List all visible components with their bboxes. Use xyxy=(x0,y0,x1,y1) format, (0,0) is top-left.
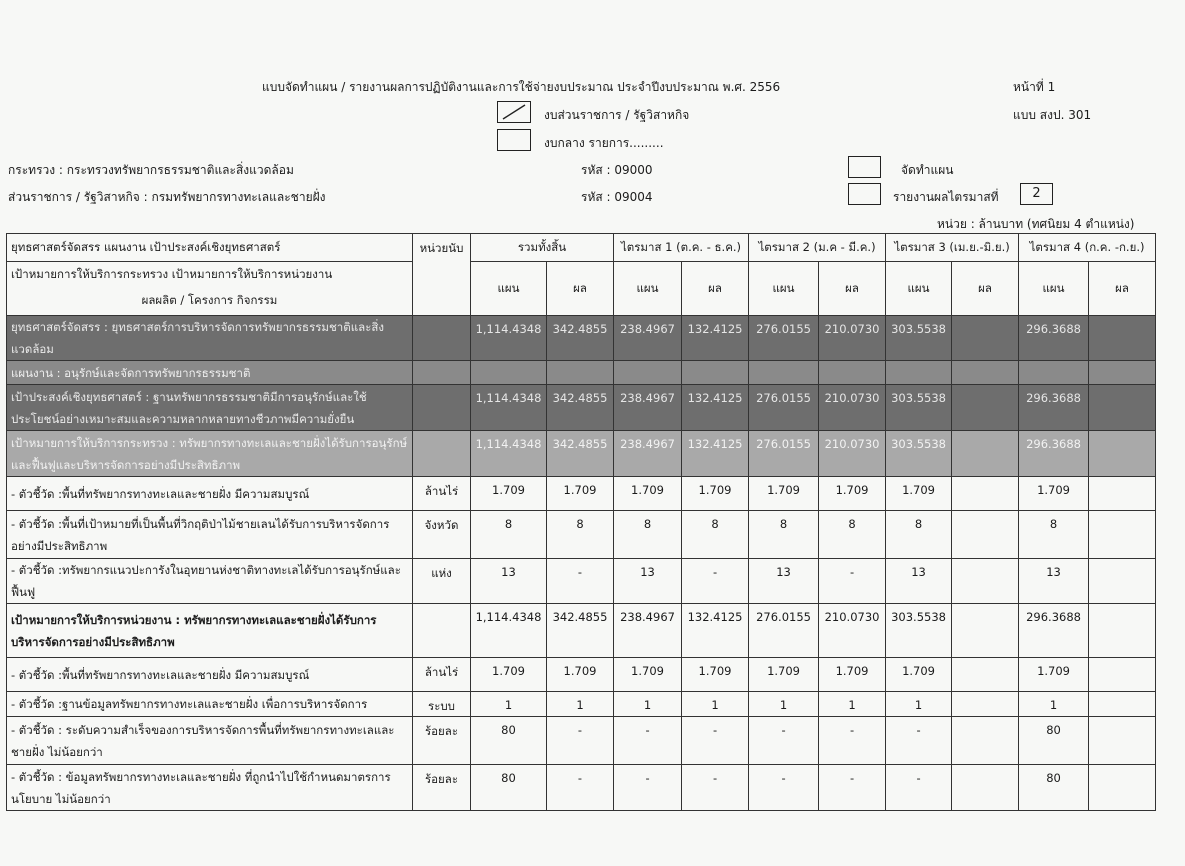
plan-value-cell: 303.5538 xyxy=(886,385,952,431)
row-unit: ระบบ xyxy=(413,692,471,717)
result-value-cell xyxy=(1089,559,1156,604)
plan-value-cell: 238.4967 xyxy=(614,604,682,658)
result-value-cell xyxy=(952,477,1019,511)
plan-value-cell: 238.4967 xyxy=(614,431,682,477)
plan-value-cell: 1.709 xyxy=(471,658,547,692)
header-desc-3: ผลผลิต / โครงการ กิจกรรม xyxy=(7,288,413,316)
result-value-cell: 210.0730 xyxy=(819,431,886,477)
row-unit: แห่ง xyxy=(413,559,471,604)
result-value-cell xyxy=(547,361,614,385)
row-description: เป้าหมายการให้บริการหน่วยงาน : ทรัพยากรทางทะเลและชายฝั่งได้รับการบริหารจัดการอย่างมีประสิทธิภาพ xyxy=(7,604,413,658)
header-plan: แผน xyxy=(614,262,682,316)
result-value-cell: - xyxy=(682,717,749,765)
plan-value-cell: 1.709 xyxy=(471,477,547,511)
result-value-cell xyxy=(952,604,1019,658)
plan-value-cell: 1.709 xyxy=(749,477,819,511)
plan-value-cell: 276.0155 xyxy=(749,316,819,361)
result-value-cell xyxy=(952,511,1019,559)
plan-value-cell xyxy=(749,361,819,385)
table-row xyxy=(7,361,1156,385)
plan-value-cell: 8 xyxy=(614,511,682,559)
plan-value-cell: 13 xyxy=(1019,559,1089,604)
agency-code: รหัส : 09004 xyxy=(581,190,653,204)
row-unit xyxy=(413,604,471,658)
result-value-cell: - xyxy=(547,717,614,765)
result-value-cell: 210.0730 xyxy=(819,316,886,361)
plan-value-cell: 80 xyxy=(471,765,547,811)
row-unit: จังหวัด xyxy=(413,511,471,559)
result-value-cell xyxy=(682,361,749,385)
plan-value-cell: 1.709 xyxy=(886,658,952,692)
header-plan: แผน xyxy=(886,262,952,316)
plan-value-cell: 80 xyxy=(1019,717,1089,765)
table-row xyxy=(7,604,1156,658)
budget-table xyxy=(6,233,1156,811)
plan-value-cell: 1.709 xyxy=(1019,658,1089,692)
plan-value-cell: 296.3688 xyxy=(1019,385,1089,431)
result-value-cell xyxy=(952,361,1019,385)
row-unit xyxy=(413,316,471,361)
plan-value-cell: 1 xyxy=(614,692,682,717)
table-row xyxy=(7,559,1156,604)
result-value-cell xyxy=(1089,431,1156,477)
plan-value-cell: 303.5538 xyxy=(886,431,952,477)
check-slash-icon xyxy=(498,102,530,122)
plan-checkbox[interactable] xyxy=(848,156,881,178)
header-q3: ไตรมาส 3 (เม.ย.-มิ.ย.) xyxy=(886,234,1019,262)
table-row xyxy=(7,717,1156,765)
budget-type-1-label: งบส่วนราชการ / รัฐวิสาหกิจ xyxy=(544,108,690,122)
plan-value-cell: 8 xyxy=(1019,511,1089,559)
table-row xyxy=(7,511,1156,559)
plan-value-cell: 80 xyxy=(1019,765,1089,811)
plan-value-cell: 1 xyxy=(1019,692,1089,717)
header-total: รวมทั้งสิ้น xyxy=(471,234,614,262)
header-result: ผล xyxy=(547,262,614,316)
plan-value-cell: 303.5538 xyxy=(886,604,952,658)
result-value-cell: 210.0730 xyxy=(819,385,886,431)
header-plan: แผน xyxy=(1019,262,1089,316)
plan-value-cell: 296.3688 xyxy=(1019,316,1089,361)
header-result: ผล xyxy=(819,262,886,316)
plan-value-cell: 1,114.4348 xyxy=(471,385,547,431)
result-value-cell xyxy=(952,692,1019,717)
plan-value-cell: 1,114.4348 xyxy=(471,316,547,361)
result-value-cell: - xyxy=(547,765,614,811)
result-value-cell: 1.709 xyxy=(547,477,614,511)
table-row xyxy=(7,316,1156,361)
plan-value-cell: 1 xyxy=(471,692,547,717)
plan-value-cell xyxy=(1019,361,1089,385)
plan-value-cell: 1 xyxy=(886,692,952,717)
header-desc-2: เป้าหมายการให้บริการกระทรวง เป้าหมายการให้บริการหน่วยงาน xyxy=(7,262,413,288)
plan-value-cell: 13 xyxy=(886,559,952,604)
header-unit: หน่วยนับ xyxy=(413,234,471,316)
ministry-code: รหัส : 09000 xyxy=(581,163,653,177)
row-unit xyxy=(413,385,471,431)
result-value-cell: 1.709 xyxy=(819,477,886,511)
row-description: ยุทธศาสตร์จัดสรร : ยุทธศาสตร์การบริหารจัดการทรัพยากรธรรมชาติและสิ่งแวดล้อม xyxy=(7,316,413,361)
header-desc-1: ยุทธศาสตร์จัดสรร แผนงาน เป้าประสงค์เชิงยุทธศาสตร์ xyxy=(7,234,413,262)
table-row xyxy=(7,431,1156,477)
row-description: - ตัวชี้วัด : ข้อมูลทรัพยากรทางทะเลและชายฝั่ง ที่ถูกนำไปใช้กำหนดมาตรการนโยบาย ไม่น้อยกว่า xyxy=(7,765,413,811)
unit-note: หน่วย : ล้านบาท (ทศนิยม 4 ตำแหน่ง) xyxy=(937,217,1135,231)
result-value-cell: 1 xyxy=(547,692,614,717)
plan-value-cell: 1,114.4348 xyxy=(471,604,547,658)
plan-value-cell: 303.5538 xyxy=(886,316,952,361)
plan-value-cell: - xyxy=(886,765,952,811)
result-value-cell: - xyxy=(819,765,886,811)
table-row xyxy=(7,765,1156,811)
plan-value-cell: 13 xyxy=(471,559,547,604)
result-value-cell: 1.709 xyxy=(547,658,614,692)
plan-value-cell: 8 xyxy=(471,511,547,559)
plan-value-cell: - xyxy=(614,765,682,811)
result-value-cell: - xyxy=(682,559,749,604)
report-checkbox[interactable] xyxy=(848,183,881,205)
result-value-cell xyxy=(1089,717,1156,765)
row-unit: ร้อยละ xyxy=(413,717,471,765)
plan-value-cell: - xyxy=(886,717,952,765)
budget-type-2-checkbox[interactable] xyxy=(497,129,531,151)
plan-value-cell: 276.0155 xyxy=(749,385,819,431)
plan-value-cell: 8 xyxy=(886,511,952,559)
plan-value-cell: 1.709 xyxy=(1019,477,1089,511)
header-result: ผล xyxy=(682,262,749,316)
result-value-cell: 8 xyxy=(682,511,749,559)
result-value-cell: 342.4855 xyxy=(547,431,614,477)
form-code: แบบ สงป. 301 xyxy=(1013,108,1092,122)
result-value-cell: 132.4125 xyxy=(682,604,749,658)
result-value-cell xyxy=(1089,658,1156,692)
budget-type-2-label: งบกลาง รายการ......... xyxy=(544,136,664,150)
result-value-cell xyxy=(952,765,1019,811)
result-value-cell xyxy=(952,385,1019,431)
header-q4: ไตรมาส 4 (ก.ค. -ก.ย.) xyxy=(1019,234,1156,262)
table-row xyxy=(7,477,1156,511)
result-value-cell xyxy=(952,717,1019,765)
page-number: หน้าที่ 1 xyxy=(1013,80,1056,94)
plan-value-cell: - xyxy=(749,765,819,811)
table-row xyxy=(7,658,1156,692)
result-value-cell: - xyxy=(819,717,886,765)
plan-value-cell: 276.0155 xyxy=(749,604,819,658)
plan-value-cell: 1,114.4348 xyxy=(471,431,547,477)
result-value-cell: - xyxy=(682,765,749,811)
result-value-cell: - xyxy=(819,559,886,604)
result-value-cell xyxy=(819,361,886,385)
result-value-cell: 8 xyxy=(819,511,886,559)
row-description: - ตัวชี้วัด :พื้นที่เป้าหมายที่เป็นพื้นที่วิกฤติป่าไม้ชายเลนได้รับการบริหารจัดการอย่างมีประสิทธิภาพ xyxy=(7,511,413,559)
plan-value-cell: 13 xyxy=(614,559,682,604)
result-value-cell: 342.4855 xyxy=(547,316,614,361)
plan-value-cell: 8 xyxy=(749,511,819,559)
plan-value-cell: 80 xyxy=(471,717,547,765)
plan-value-cell xyxy=(614,361,682,385)
quarter-number: 2 xyxy=(1032,186,1041,201)
result-value-cell: - xyxy=(547,559,614,604)
quarter-number-box xyxy=(1020,183,1053,205)
result-value-cell xyxy=(1089,316,1156,361)
result-value-cell xyxy=(952,658,1019,692)
row-unit xyxy=(413,431,471,477)
result-value-cell xyxy=(952,559,1019,604)
row-description: - ตัวชี้วัด :พื้นที่ทรัพยากรทางทะเลและชายฝั่ง มีความสมบูรณ์ xyxy=(7,658,413,692)
agency-label: ส่วนราชการ / รัฐวิสาหกิจ : กรมทรัพยากรทางทะเลและชายฝั่ง xyxy=(8,190,326,204)
row-description: - ตัวชี้วัด :ทรัพยากรแนวปะการังในอุทยานห่งชาติทางทะเลได้รับการอนุรักษ์และฟื้นฟู xyxy=(7,559,413,604)
budget-type-1-checkbox[interactable] xyxy=(497,101,531,123)
plan-value-cell: 1.709 xyxy=(886,477,952,511)
table-row xyxy=(7,692,1156,717)
header-result: ผล xyxy=(952,262,1019,316)
result-value-cell: 8 xyxy=(547,511,614,559)
row-description: เป้าประสงค์เชิงยุทธศาสตร์ : ฐานทรัพยากรธรรมชาติมีการอนุรักษ์และใช้ประโยชน์อย่างเหมาะสมและความหลากหลายทางชีวภาพมีความยั่งยืน xyxy=(7,385,413,431)
result-value-cell xyxy=(1089,511,1156,559)
plan-value-cell: 238.4967 xyxy=(614,316,682,361)
result-value-cell: 1 xyxy=(819,692,886,717)
plan-value-cell: 276.0155 xyxy=(749,431,819,477)
result-value-cell: 342.4855 xyxy=(547,604,614,658)
result-value-cell: 132.4125 xyxy=(682,431,749,477)
plan-value-cell: 13 xyxy=(749,559,819,604)
header-result: ผล xyxy=(1089,262,1156,316)
plan-value-cell: 238.4967 xyxy=(614,385,682,431)
result-value-cell: 1.709 xyxy=(682,477,749,511)
form-title: แบบจัดทำแผน / รายงานผลการปฏิบัติงานและการใช้จ่ายงบประมาณ ประจำปีงบประมาณ พ.ศ. 2556 xyxy=(262,80,781,94)
result-value-cell xyxy=(1089,385,1156,431)
result-value-cell xyxy=(1089,692,1156,717)
result-value-cell xyxy=(952,431,1019,477)
plan-value-cell: 296.3688 xyxy=(1019,604,1089,658)
row-unit: ล้านไร่ xyxy=(413,477,471,511)
plan-value-cell: - xyxy=(614,717,682,765)
row-description: แผนงาน : อนุรักษ์และจัดการทรัพยากรธรรมชาติ xyxy=(7,361,413,385)
header-plan: แผน xyxy=(749,262,819,316)
header-plan: แผน xyxy=(471,262,547,316)
report-option-label: รายงานผลไตรมาสที่ xyxy=(893,190,999,204)
plan-value-cell: 1.709 xyxy=(614,658,682,692)
result-value-cell xyxy=(1089,604,1156,658)
row-description: - ตัวชี้วัด : ระดับความสำเร็จของการบริหารจัดการพื้นที่ทรัพยากรทางทะเลและชายฝั่ง ไม่น้อยกว่า xyxy=(7,717,413,765)
ministry-label: กระทรวง : กระทรวงทรัพยากรธรรมชาติและสิ่งแวดล้อม xyxy=(8,163,294,177)
plan-value-cell: 1 xyxy=(749,692,819,717)
header-q2: ไตรมาส 2 (ม.ค - มี.ค.) xyxy=(749,234,886,262)
plan-value-cell xyxy=(886,361,952,385)
plan-value-cell xyxy=(471,361,547,385)
result-value-cell: 1.709 xyxy=(682,658,749,692)
row-unit: ร้อยละ xyxy=(413,765,471,811)
result-value-cell xyxy=(1089,361,1156,385)
header-q1: ไตรมาส 1 (ต.ค. - ธ.ค.) xyxy=(614,234,749,262)
plan-value-cell: 1.709 xyxy=(614,477,682,511)
row-unit: ล้านไร่ xyxy=(413,658,471,692)
result-value-cell: 1.709 xyxy=(819,658,886,692)
result-value-cell xyxy=(952,316,1019,361)
result-value-cell: 210.0730 xyxy=(819,604,886,658)
table-row xyxy=(7,385,1156,431)
result-value-cell: 132.4125 xyxy=(682,316,749,361)
row-description: เป้าหมายการให้บริการกระทรวง : ทรัพยากรทางทะเลและชายฝั่งได้รับการอนุรักษ์และฟื้นฟูและบริหารจัดการอย่างมีประสิทธิภาพ xyxy=(7,431,413,477)
plan-value-cell: 296.3688 xyxy=(1019,431,1089,477)
result-value-cell: 1 xyxy=(682,692,749,717)
row-description: - ตัวชี้วัด :พื้นที่ทรัพยากรทางทะเลและชายฝั่ง มีความสมบูรณ์ xyxy=(7,477,413,511)
row-unit xyxy=(413,361,471,385)
result-value-cell: 132.4125 xyxy=(682,385,749,431)
row-description: - ตัวชี้วัด :ฐานข้อมูลทรัพยากรทางทะเลและชายฝั่ง เพื่อการบริหารจัดการ xyxy=(7,692,413,717)
result-value-cell xyxy=(1089,765,1156,811)
plan-value-cell: - xyxy=(749,717,819,765)
result-value-cell: 342.4855 xyxy=(547,385,614,431)
result-value-cell xyxy=(1089,477,1156,511)
plan-value-cell: 1.709 xyxy=(749,658,819,692)
plan-option-label: จัดทำแผน xyxy=(901,163,954,177)
